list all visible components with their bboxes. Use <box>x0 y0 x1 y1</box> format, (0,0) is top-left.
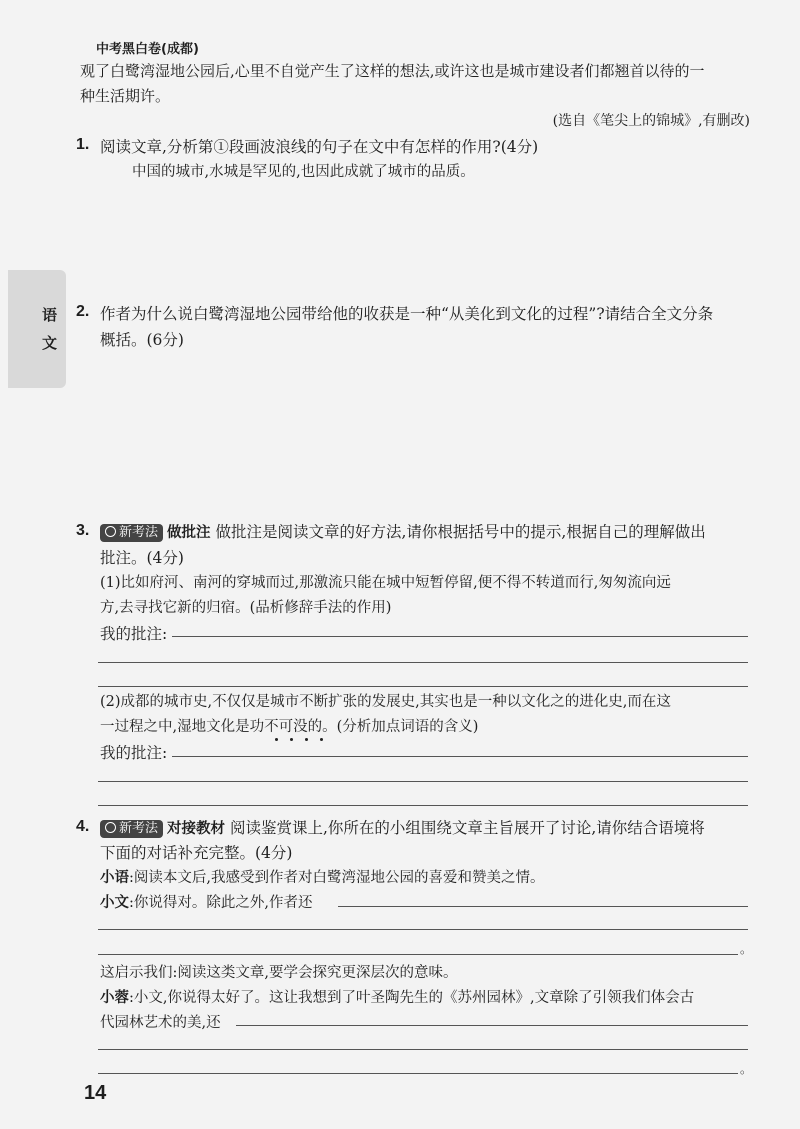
q3-sub2-line-2: 一过程之中,湿地文化是功不可没的。(分析加点词语的含义) <box>100 719 479 735</box>
period-mark: 。 <box>740 1062 753 1076</box>
answer-line[interactable] <box>236 1025 748 1026</box>
q2-line-2: 概括。(6分) <box>100 331 184 349</box>
intro-line-2: 种生活期许。 <box>80 87 171 105</box>
q3-sub1-line-2: 方,去寻找它新的归宿。(品析修辞手法的作用) <box>100 600 392 616</box>
q3-keyword: 做批注 <box>167 525 211 541</box>
subject-side-tab <box>8 270 66 388</box>
q4-line-2: 下面的对话补充完整。(4分) <box>100 844 293 862</box>
page-number: 14 <box>84 1082 107 1104</box>
emphasis-dot <box>290 738 293 741</box>
q4-line-1 <box>100 816 705 838</box>
answer-line[interactable] <box>338 906 748 907</box>
q2-number: 2. <box>76 303 90 320</box>
answer-line[interactable] <box>98 1049 748 1050</box>
q2-line-1: 作者为什么说白鹭湾湿地公园带给他的收获是一种“从美化到文化的过程”?请结合全文分条 <box>100 305 714 323</box>
q4-text-1: 阅读鉴赏课上,你所在的小组围绕文章主旨展开了讨论,请你结合语境将 <box>229 819 705 837</box>
new-method-badge: 新考法 <box>100 524 163 542</box>
enlighten-text: 这启示我们:阅读这类文章,要学会探究更深层次的意味。 <box>100 965 458 981</box>
q3-line-1 <box>100 520 706 542</box>
emphasis-dot <box>305 738 308 741</box>
side-tab-char-1: 语 <box>42 306 58 324</box>
intro-line-1: 观了白鹭湾湿地公园后,心里不自觉产生了这样的想法,或许这也是城市建设者们都翘首以待的一 <box>80 62 705 80</box>
answer-line[interactable] <box>172 756 748 757</box>
new-method-badge: 新考法 <box>100 820 163 838</box>
answer-line[interactable] <box>98 781 748 782</box>
source-citation: (选自《笔尖上的锦城》,有删改) <box>552 113 750 129</box>
q3-note-label-2: 我的批注: <box>100 744 168 762</box>
q1-text: 阅读文章,分析第①段画波浪线的句子在文中有怎样的作用?(4分) <box>100 138 539 156</box>
bulb-icon <box>105 822 116 833</box>
dialog-xiaorong-line-2: 代园林艺术的美,还 <box>100 1015 221 1031</box>
q3-line-2: 批注。(4分) <box>100 549 184 567</box>
emphasis-dot <box>275 738 278 741</box>
q4-number: 4. <box>76 818 90 835</box>
answer-line[interactable] <box>98 662 748 663</box>
q3-text-1: 做批注是阅读文章的好方法,请你根据括号中的提示,根据自己的理解做出 <box>215 523 706 541</box>
period-mark: 。 <box>740 942 753 956</box>
answer-line[interactable] <box>98 805 748 806</box>
q3-number: 3. <box>76 522 90 539</box>
answer-line[interactable] <box>98 954 738 955</box>
q3-note-label-1: 我的批注: <box>100 625 168 643</box>
q1-quote: 中国的城市,水城是罕见的,也因此成就了城市的品质。 <box>132 164 475 180</box>
side-tab-char-2: 文 <box>42 334 58 352</box>
q3-sub1-line-1: (1)比如府河、南河的穿城而过,那激流只能在城中短暂停留,便不得不转道而行,匆匆流向远 <box>100 575 671 591</box>
answer-line[interactable] <box>98 929 748 930</box>
dialog-xiaorong: 小蓉:小文,你说得太好了。这让我想到了叶圣陶先生的《苏州园林》,文章除了引领我们体会古 <box>100 990 695 1006</box>
dialog-xiaoyu: 小语:阅读本文后,我感受到作者对白鹭湾湿地公园的喜爱和赞美之情。 <box>100 870 545 886</box>
q1-number: 1. <box>76 136 90 153</box>
q4-keyword: 对接教材 <box>167 821 226 837</box>
bulb-icon <box>105 526 116 537</box>
dialog-xiaowen: 小文:你说得对。除此之外,作者还 <box>100 895 313 911</box>
q3-sub2-line-1: (2)成都的城市史,不仅仅是城市不断扩张的发展史,其实也是一种以文化之的进化史,而在这 <box>100 694 671 710</box>
page-header: 中考黑白卷(成都) <box>96 42 199 57</box>
answer-line[interactable] <box>98 686 748 687</box>
answer-line[interactable] <box>98 1073 738 1074</box>
answer-line[interactable] <box>172 636 748 637</box>
emphasis-dot <box>320 738 323 741</box>
